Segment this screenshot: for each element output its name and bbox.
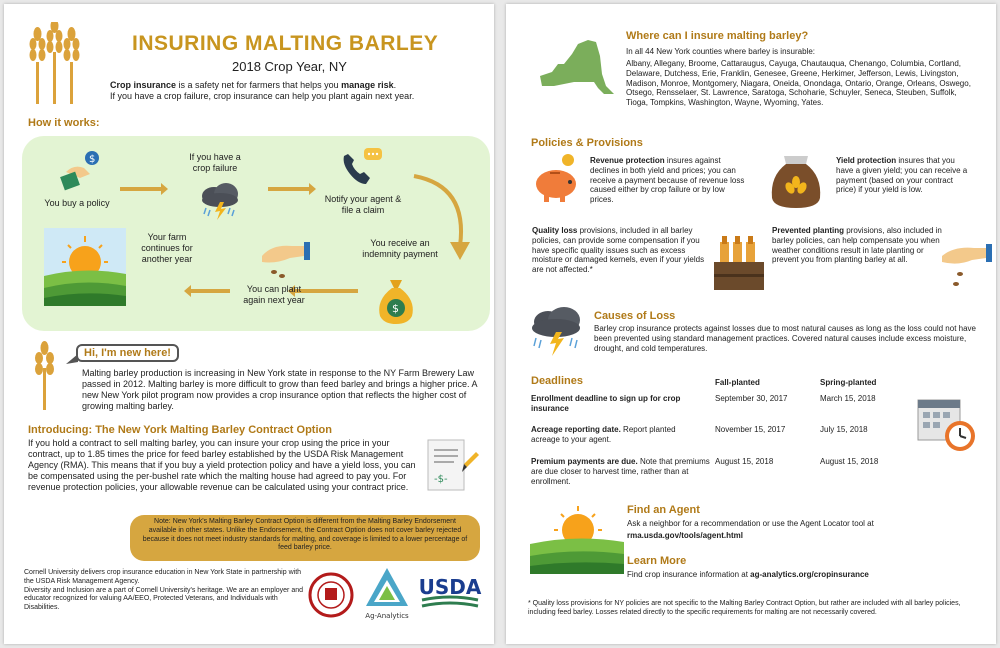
policies-heading: Policies & Provisions [531,137,643,149]
yield-protection-text: Yield protection insures that you have a given yield; you can receive a payment (based on your contract price) if your yield is low. [836,156,968,195]
contract-option-body: If you hold a contract to sell malting barley, you can insure your crop using the price in your contract, up to 1.85 times the price for feed barley established by the USDA Risk Management Agency (RMA). This means that if you buy a yield protection policy and have a yield loss, you can be compensated using the per-bushel rate which the malting house had agreed to pay you. For revenue protection policies, your allowable revenue can be calculated using your contract price. [28,438,416,492]
piggy-bank-icon [530,152,586,204]
step-plant-again: You can plant again next year [243,284,305,305]
svg-text:Ag-Analytics: Ag-Analytics [365,612,409,620]
step-notify-agent: Notify your agent & file a claim [324,194,402,215]
deadline-enrollment: Enrollment deadline to sign up for crop insurance [531,394,681,413]
storm-cloud-icon [528,304,586,364]
svg-text:$: $ [89,154,96,165]
contract-option-heading: Introducing: The New York Malting Barley Contract Option [28,424,332,436]
sun-field-icon [44,228,126,306]
phone-icon [338,146,384,188]
county-list: Albany, Allegany, Broome, Cattaraugus, Cayuga, Chautauqua, Chenango, Columbia, Cortland, Delaware, Dutchess, Erie, Franklin, Genesee, Greene, Herkimer, Jefferson, Lewis, Livingston, Madison, Monroe, Montgomery, Niagara, Oneida, Onondaga, Ontario, Orange, Orleans, Oswego, Otsego, Rensselaer, St. Lawrence, Saratoga, Schoharie, Schuyler, Seneca, Steuben, Suffolk, Tioga, Tompkins, Washington, Wayne, Wyoming, Yates. [626,59,971,107]
page-subtitle: 2018 Crop Year, NY [232,59,347,74]
money-bag-icon [374,276,418,326]
where-intro: In all 44 New York counties where barley is insurable: [626,47,815,56]
step-farm-continues: Your farm continues for another year [141,232,193,264]
beer-crate-icon [712,234,768,292]
revenue-protection-text: Revenue protection insures against declines in both yield and prices; you can receive a payment because of revenue loss caused either by crop failure or by low prices. [590,156,745,204]
usda-logo [418,570,482,614]
contract-option-note: Note: New York's Malting Barley Contract Option is different from the Malting Barley Endorsement available in other states. Unlike the Endorsement, the Contract Option does not cover barley rejected because it does not meet industry standards for malting, and coverage is limited to a lower percentage of feed barley price. [130,515,480,561]
quality-loss-text: Quality loss provisions, included in all barley policies, can provide some compensation if you have specific quality issues such as excess moisture or damaged kernels, even if your yields are not affected.* [532,226,705,274]
new-here-bubble: Hi, I'm new here! [76,344,179,362]
col-fall-planted: Fall-planted [715,378,760,387]
agent-locator-link[interactable]: rma.usda.gov/tools/agent.html [627,531,744,540]
deadline-premium: Premium payments are due. Note that premiums are due closer to harvest time, rather than at enrollment. [531,457,710,486]
step-receive-payment: You receive an indemnity payment [362,238,438,259]
svg-text:$: $ [392,302,399,315]
page-title: INSURING MALTING BARLEY [132,32,439,55]
deadline-acreage-fall: November 15, 2017 [715,425,786,434]
deadline-enrollment-spring: March 15, 2018 [820,394,876,403]
deadline-premium-fall: August 15, 2018 [715,457,774,466]
cornell-seal-logo [308,570,354,620]
process-panel [22,136,490,331]
new-york-map-icon [534,36,618,102]
grain-sack-icon [766,154,826,210]
planting-hand-icon [254,236,312,280]
causes-text: Barley crop insurance protects against losses due to most natural causes as long as the loss could not have been prevented using standard management practices. Covered natural causes include excess moisture, drought, and cold temperatures. [594,324,976,353]
ag-analytics-logo [364,566,410,622]
intro-text: Crop insurance is a safety net for farmers that helps you manage risk. If you have a crop failure, crop insurance can help you plant again next year. [110,80,415,101]
storm-cloud-icon [198,180,242,222]
deadline-premium-spring: August 15, 2018 [820,457,879,466]
learn-more-text: Find crop insurance information at ag-analytics.org/cropinsurance [627,570,869,579]
bubble-tail [66,354,78,364]
flow-arrow [190,289,230,293]
svg-text:-$-: -$- [434,474,448,485]
flow-arrow [268,187,310,191]
wheat-icon [28,340,62,412]
deadlines-heading: Deadlines [531,375,583,387]
contract-document-icon [424,438,480,500]
calendar-clock-icon [914,394,980,456]
col-spring-planted: Spring-planted [820,378,877,387]
footer-text: Cornell University delivers crop insurance education in New York State in partnership with the USDA Risk Management Agency. Diversity and Inclusion are a part of Cornell University's heritage. We are an employer and educator recognized for valuing AA/EEO, Protected Veterans, and Individuals with Disabilities. [24,569,304,611]
where-heading: Where can I insure malting barley? [626,30,809,42]
step-buy-policy: You buy a policy [44,198,110,208]
deadline-enrollment-fall: September 30, 2017 [715,394,788,403]
svg-text:USDA: USDA [418,575,482,599]
find-agent-heading: Find an Agent [627,504,700,516]
learn-more-link[interactable]: ag-analytics.org/cropinsurance [750,570,869,579]
sun-field-icon [530,504,624,574]
prevented-planting-text: Prevented planting provisions, also included in barley policies, can help compensate you when weather conditions result in late planting or prevent you from planting barley at all. [772,226,942,265]
wheat-stalks-icon [26,22,86,106]
step-crop-failure: If you have a crop failure [189,152,241,173]
page-right [506,4,996,644]
deadline-acreage-spring: July 15, 2018 [820,425,868,434]
deadline-acreage: Acreage reporting date. Report planted acreage to your agent. [531,425,676,444]
causes-heading: Causes of Loss [594,310,676,322]
hand-coin-icon [60,148,108,192]
find-agent-text: Ask a neighbor for a recommendation or use the Agent Locator tool at [627,519,874,528]
flow-arrow [120,187,162,191]
learn-more-heading: Learn More [627,555,687,567]
new-here-text: Malting barley production is increasing in New York state in response to the NY Farm Brewery Law passed in 2012. Malting barley is more difficult to grow than feed barley and brings a higher price. A new New York pilot program now provides a crop insurance option that reflects the higher cost of growing malting barley. [82,368,478,411]
planting-hand-icon [938,240,992,292]
how-it-works-heading: How it works: [28,117,100,129]
footnote: * Quality loss provisions for NY policies are not specific to the Malting Barley Contract Option, but rather are included with all barley policies, including feed barley. Losses related directly to the specific requirements for malting are not necessarily covered. [528,600,961,616]
page-left [4,4,494,644]
